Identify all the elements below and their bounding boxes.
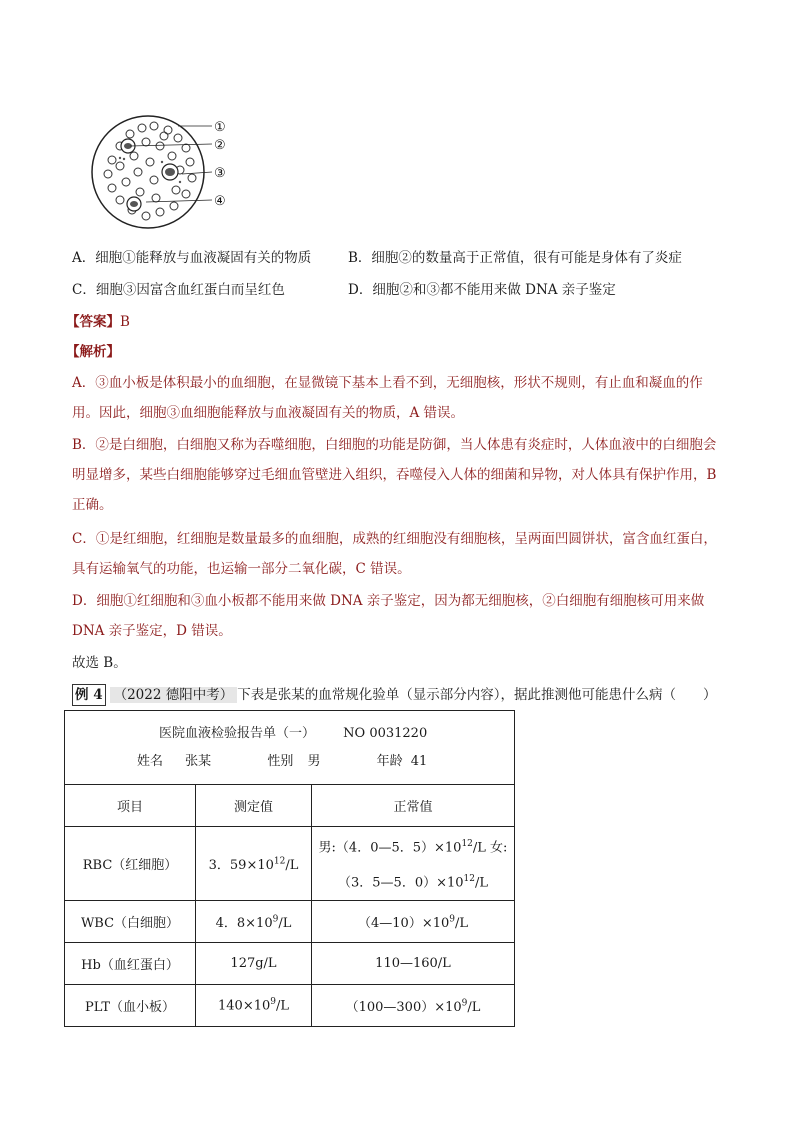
name-value: 张某 — [185, 753, 212, 769]
example-tag: 例 4 — [72, 684, 106, 706]
figure-label-2: ② — [214, 138, 226, 153]
analysis-conclusion: 故选 B。 — [72, 655, 127, 671]
header-item: 项目 — [65, 785, 196, 827]
analysis-b: B．②是白细胞，白细胞又称为吞噬细胞，白细胞的功能是防御，当人体患有炎症时，人体血液中的白细胞会明显增多，某些白细胞能够穿过毛细血管壁进入组织，吞噬侵入人体的细菌和异物，对人体具有保护作用，B 正确。 — [72, 437, 717, 513]
option-a: A．细胞①能释放与血液凝固有关的物质 — [72, 250, 312, 266]
analysis-d: D．细胞①红细胞和③血小板都不能用来做 DNA 亲子鉴定，因为都无细胞核，②白细胞有细胞核可用来做 DNA 亲子鉴定，D 错误。 — [72, 593, 705, 639]
blood-report-table — [64, 710, 515, 1027]
row-normal: 110—160/L — [312, 943, 515, 985]
report-title: 医院血液检验报告单（一） — [159, 725, 316, 741]
option-d: D．细胞②和③都不能用来做 DNA 亲子鉴定 — [348, 282, 616, 298]
name-label: 姓名 — [137, 753, 164, 769]
answer-value: B — [120, 314, 130, 330]
header-normal: 正常值 — [312, 785, 515, 827]
row-normal: $(4—10)\times 10^9/L$ — [312, 901, 515, 943]
row-value: $140\times 10^9/L$ — [196, 985, 312, 1027]
row-item: RBC（红细胞） — [65, 827, 196, 901]
table-row — [65, 827, 515, 901]
figure-label-4: ④ — [214, 194, 226, 209]
report-number: NO 0031220 — [343, 725, 428, 741]
blood-cell-figure — [90, 112, 270, 230]
table-row — [65, 901, 515, 943]
figure-label-1: ① — [214, 120, 226, 135]
row-item: PLT（血小板） — [65, 985, 196, 1027]
row-item: Hb（血红蛋白） — [65, 943, 196, 985]
analysis-label: 【解析】 — [66, 344, 120, 360]
answer-label: 【答案】 — [66, 314, 120, 330]
analysis-c: C．①是红细胞，红细胞是数量最多的血细胞，成熟的红细胞没有细胞核，呈两面凹圆饼状，富含血红蛋白，具有运输氧气的功能，也运输一部分二氧化碳，C 错误。 — [72, 531, 717, 577]
age-value: 41 — [410, 753, 428, 769]
option-c: C．细胞③因富含血红蛋白而呈红色 — [72, 282, 285, 298]
table-row — [65, 943, 515, 985]
report-header — [65, 711, 515, 785]
answer-line — [66, 312, 130, 332]
header-value: 测定值 — [196, 785, 312, 827]
example-question: 下表是张某的血常规化验单（显示部分内容），据此推测他可能患什么病（ ） — [237, 687, 717, 703]
row-value: 127g/L — [196, 943, 312, 985]
figure-label-3: ③ — [214, 166, 226, 181]
row-item: WBC（白细胞） — [65, 901, 196, 943]
table-row — [65, 985, 515, 1027]
row-normal: $(100—300)\times 10^9/L$ — [312, 985, 515, 1027]
analysis-a: A．③血小板是体积最小的血细胞，在显微镜下基本上看不到，无细胞核，形状不规则，有止血和凝血的作用。因此，细胞③血细胞能释放与血液凝固有关的物质，A 错误。 — [72, 375, 703, 421]
row-value: 3．$59\times 10^{12}/L$ — [196, 827, 312, 901]
row-normal: 男:（4．0—5．$5)\times 10^{12}/L$ 女: （3．5—5．$0)\times 10^{12}/L$ — [312, 827, 515, 901]
option-b: B．细胞②的数量高于正常值，很有可能是身体有了炎症 — [348, 250, 682, 266]
sex-label: 性别 — [267, 753, 294, 769]
row-value: 4．$8\times 10^9/L$ — [196, 901, 312, 943]
sex-value: 男 — [307, 753, 321, 769]
age-label: 年龄 — [376, 753, 403, 769]
example-source: （2022 德阳中考） — [110, 687, 238, 703]
example-line — [72, 684, 717, 706]
